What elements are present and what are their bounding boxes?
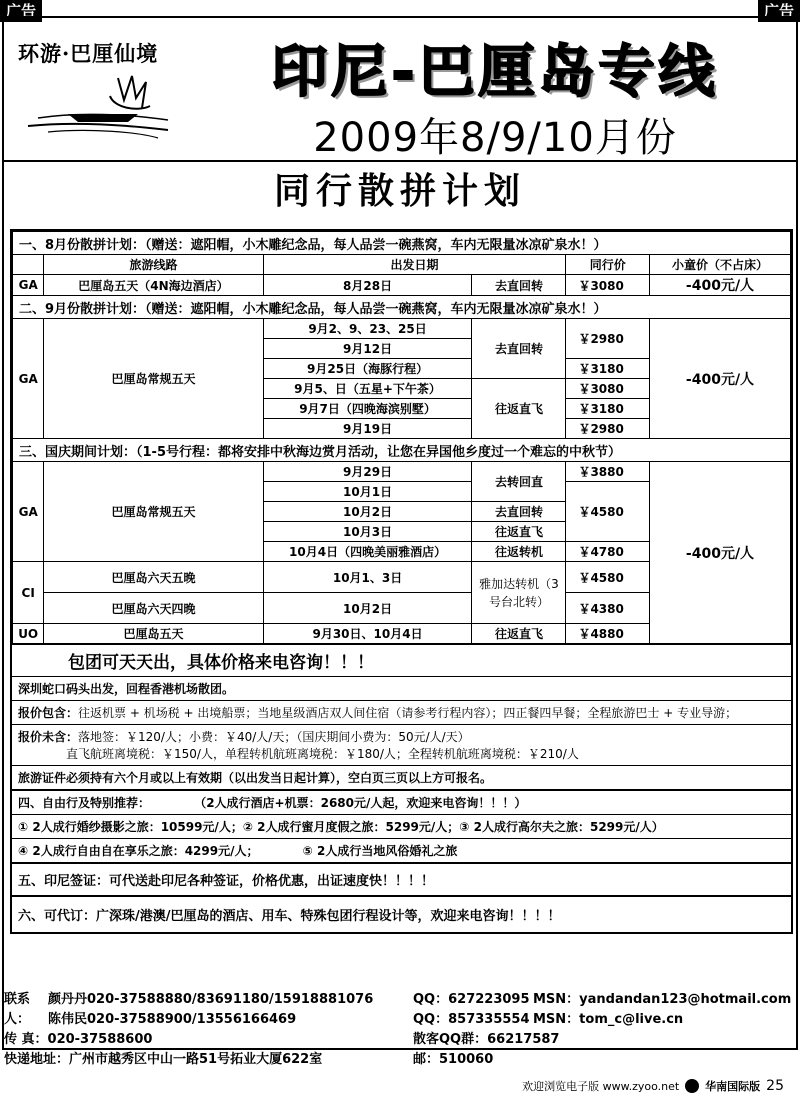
exclude-line1: 落地签：￥120/人；小费：￥40/人/天；（国庆期间小费为：50元/人/天） [78, 730, 470, 744]
oct-price: ￥3880 [566, 462, 650, 482]
logo-text: 环游·巴厘仙境 [18, 41, 159, 66]
contact-group: 散客QQ群：66217587 [413, 1032, 560, 1047]
passport-note: 旅游证件必须持有六个月或以上有效期（以出发当日起计算），空白页三页以上方可报名。 [12, 765, 791, 789]
main-title: 印尼-巴厘岛专线 [271, 40, 719, 105]
footer-brand: 华南国际版 [705, 1080, 761, 1093]
sub-title: 2009年8/9/10月份 [313, 115, 677, 161]
aug-title: 一、8月份散拼计划：（赠送：遮阳帽，小木雕纪念品，每人品尝一碗燕窝，车内无限量冰凉矿泉水！） [13, 232, 791, 255]
page-number: 25 [766, 1078, 784, 1094]
oct-route: 巴厘岛六天四晚 [44, 593, 263, 624]
logo [18, 38, 188, 150]
header-date: 出发日期 [263, 255, 566, 275]
sep-date: 9月2、9、23、25日 [263, 319, 472, 339]
depart-note: 深圳蛇口码头出发，回程香港机场散团。 [12, 676, 791, 700]
free-line1: ① 2人成行婚纱摄影之旅：10599元/人；② 2人成行蜜月度假之旅：5299元/人；③ 2人成行高尔夫之旅：5299元/人） [12, 814, 791, 838]
oct-route: 巴厘岛五天 [44, 624, 263, 644]
section-title: 同行散拼计划 [273, 171, 526, 212]
aug-child: -400元/人 [649, 275, 790, 296]
oct-date: 9月30日、10月4日 [263, 624, 472, 644]
charter-text: 包团可天天出，具体价格来电咨询！！！ [68, 653, 374, 673]
free-title-note: （2人成行酒店+机票：2680元/人起，欢迎来电咨询！！！） [194, 796, 527, 810]
page-footer [522, 1078, 784, 1094]
sep-transfer: 去直回转 [472, 319, 566, 379]
plan-table [12, 231, 791, 644]
ad-tag-right: 广告 [758, 0, 800, 22]
aug-row [13, 275, 791, 296]
oct-date: 10月2日 [263, 502, 472, 522]
sep-date: 9月25日（海豚行程） [263, 359, 472, 379]
oct-date: 10月2日 [263, 593, 472, 624]
aug-date: 8月28日 [263, 275, 472, 296]
oct-transfer: 往返直飞 [472, 624, 566, 644]
oct-price: ￥4780 [566, 542, 650, 562]
oct-date: 10月4日（四晚美丽雅酒店） [263, 542, 472, 562]
header-child: 小童价（不占床） [649, 255, 790, 275]
free-title: 四、自由行及特别推荐： [18, 796, 151, 810]
oct-date: 10月3日 [263, 522, 472, 542]
header-row [13, 255, 791, 275]
sep-date: 9月7日（四晚海滨别墅） [263, 399, 472, 419]
oct-transfer: 去转回直 [472, 462, 566, 502]
oct-row [13, 462, 791, 482]
ad-frame [2, 16, 798, 1050]
header-price: 同行价 [566, 255, 650, 275]
sep-date: 9月12日 [263, 339, 472, 359]
oct-date: 9月29日 [263, 462, 472, 482]
oct-code: CI [13, 562, 44, 624]
contact-label: 联系人： [4, 992, 31, 1027]
free-line2a: ④ 2人成行自由自在享乐之旅：4299元/人； [18, 844, 259, 858]
oct-transfer: 往返直飞 [472, 522, 566, 542]
free-section [12, 789, 791, 814]
sep-transfer: 往返直飞 [472, 379, 566, 439]
oct-date: 10月1、3日 [263, 562, 472, 593]
oct-child: -400元/人 [649, 462, 790, 644]
sep-row [13, 319, 791, 339]
contact-fax: 传 真：020-37588600 [4, 1032, 153, 1047]
oct-transfer: 往返转机 [472, 542, 566, 562]
oct-code: UO [13, 624, 44, 644]
sep-price: ￥3180 [566, 399, 650, 419]
sep-title: 二、9月份散拼计划：（赠送：遮阳帽，小木雕纪念品，每人品尝一碗燕窝，车内无限量冰凉矿泉水！） [13, 296, 791, 319]
sep-route: 巴厘岛常规五天 [44, 319, 263, 439]
contact-address: 快递地址：广州市越秀区中山一路51号拓业大厦622室 [4, 1052, 323, 1067]
contact-qq2: QQ：857335554 [413, 1012, 530, 1027]
sep-date: 9月5、日（五星+下午茶） [263, 379, 472, 399]
charter-note [12, 644, 791, 676]
visa-section: 五、印尼签证：可代送赴印尼各种签证，价格优惠，出证速度快！！！！ [12, 862, 791, 895]
sep-price: ￥2980 [566, 319, 650, 359]
include-note [12, 700, 791, 724]
include-label: 报价包含： [18, 706, 79, 720]
oct-price: ￥4380 [566, 593, 650, 624]
oct-price: ￥4880 [566, 624, 650, 644]
ad-header [4, 18, 796, 162]
sep-price: ￥2980 [566, 419, 650, 439]
sep-price: ￥3080 [566, 379, 650, 399]
aug-route: 巴厘岛五天（4N海边酒店） [44, 275, 263, 296]
exclude-note [12, 724, 791, 765]
contact-block [4, 990, 794, 1070]
aug-section-row [13, 232, 791, 255]
aug-price: ￥3080 [566, 275, 650, 296]
brand-logo-icon [685, 1079, 699, 1093]
sep-child: -400元/人 [649, 319, 790, 439]
oct-code: GA [13, 462, 44, 562]
sep-date: 9月19日 [263, 419, 472, 439]
sep-price: ￥3180 [566, 359, 650, 379]
free-line2 [12, 838, 791, 862]
aug-code: GA [13, 275, 44, 296]
agent-section: 六、可代订：广深珠/港澳/巴厘岛的酒店、用车、特殊包团行程设计等，欢迎来电咨询！！！！ [12, 895, 791, 932]
contact-row [4, 1010, 794, 1030]
exclude-line2: 直飞航班离境税：￥150/人，单程转机航班离境税：￥180/人；全程转机航班离境税：￥210/人 [66, 747, 579, 761]
free-line2b: ⑤ 2人成行当地风俗婚礼之旅 [302, 844, 458, 858]
include-text: 往返机票 + 机场税 + 出境船票；当地星级酒店双人间住宿（请参考行程内容）；四正餐四早餐；全程旅游巴士 + 专业导游； [78, 706, 738, 720]
contact-person2: 陈伟民020-37588900/13556166469 [48, 1012, 297, 1027]
contact-zip: 邮：510060 [413, 1052, 494, 1067]
oct-transfer: 去直回转 [472, 502, 566, 522]
oct-date: 10月1日 [263, 482, 472, 502]
contact-row [4, 1030, 794, 1050]
oct-price: ￥4580 [566, 562, 650, 593]
contact-msn2: MSN：tom_c@live.cn [533, 1012, 684, 1027]
contact-qq1: QQ：627223095 [413, 992, 530, 1007]
oct-section-row [13, 439, 791, 462]
sep-section-row [13, 296, 791, 319]
footer-text: 欢迎浏览电子版 www.zyoo.net [522, 1080, 680, 1093]
oct-route: 巴厘岛常规五天 [44, 462, 263, 562]
aug-transfer: 去直回转 [472, 275, 566, 296]
contact-person1: 颜丹丹020-37588880/83691180/15918881076 [48, 992, 374, 1007]
oct-transfer: 雅加达转机（3号台北转） [472, 562, 566, 624]
contact-row [4, 1050, 794, 1070]
exclude-label: 报价未含： [18, 730, 79, 744]
sep-code: GA [13, 319, 44, 439]
contact-msn1: MSN：yandandan123@hotmail.com [533, 992, 792, 1007]
oct-title: 三、国庆期间计划：（1-5号行程：都将安排中秋海边赏月活动，让您在异国他乡度过一个难忘的中秋节） [13, 439, 791, 462]
plan-box [10, 229, 793, 934]
oct-price: ￥4580 [566, 482, 650, 542]
oct-route: 巴厘岛六天五晚 [44, 562, 263, 593]
boat-sketch-icon [18, 68, 178, 148]
header-route: 旅游线路 [44, 255, 263, 275]
ad-tag-left: 广告 [0, 0, 42, 22]
